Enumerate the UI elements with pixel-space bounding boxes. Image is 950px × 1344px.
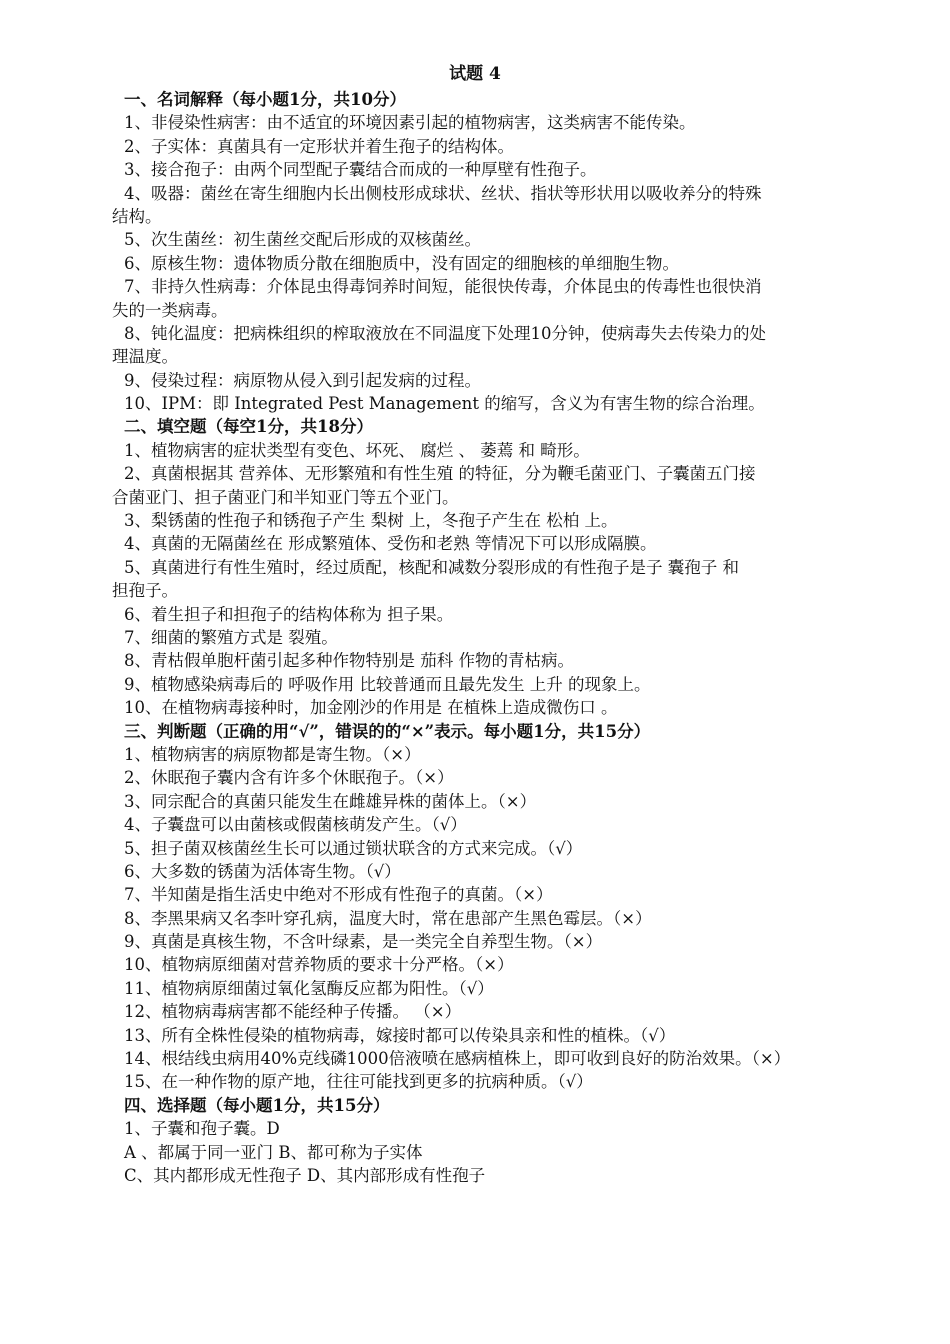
- text-line: 1、植物病害的症状类型有变色、坏死、 腐烂 、 萎蔫 和 畸形。: [124, 440, 590, 460]
- text-line: 1、非侵染性病害：由不适宜的环境因素引起的植物病害，这类病害不能传染。: [124, 113, 696, 133]
- text-line: 6、大多数的锈菌为活体寄生物。（√）: [124, 861, 401, 881]
- text-line: 5、次生菌丝：初生菌丝交配后形成的双核菌丝。: [124, 230, 481, 250]
- text-line: 11、植物病原细菌过氧化氢酶反应都为阳性。（√）: [124, 978, 494, 998]
- text-line: C、其内都形成无性孢子 D、其内部形成有性孢子: [124, 1165, 486, 1185]
- text-line: 7、细菌的繁殖方式是 裂殖。: [124, 627, 338, 647]
- text-line: 14、根结线虫病用40%克线磷1000倍液喷在感病植株上，即可收到良好的防治效果。（×）: [124, 1049, 791, 1069]
- text-line: 8、钝化温度：把病株组织的榨取液放在不同温度下处理10分钟，使病毒失去传染力的处: [124, 323, 766, 343]
- text-line: 3、接合孢子：由两个同型配子囊结合而成的一种厚壁有性孢子。: [124, 160, 597, 180]
- text-line: 1、子囊和孢子囊。D: [124, 1119, 280, 1139]
- text-line: 8、李黑果病又名李叶穿孔病，温度大时，常在患部产生黑色霉层。（×）: [124, 908, 652, 928]
- text-line: 5、担子菌双核菌丝生长可以通过锁状联含的方式来完成。（√）: [124, 838, 583, 858]
- text-line: 8、青枯假单胞杆菌引起多种作物特别是 茄科 作物的青枯病。: [124, 651, 574, 671]
- text-line: 13、所有全株性侵染的植物病毒，嫁接时都可以传染具亲和性的植株。（√）: [124, 1025, 676, 1045]
- text-line: 15、在一种作物的原产地，往往可能找到更多的抗病种质。（√）: [124, 1072, 593, 1092]
- text-line: 2、子实体：真菌具有一定形状并着生孢子的结构体。: [124, 136, 514, 156]
- section-heading: 三、判断题（正确的用“√”，错误的的“×”表示。每小题1分，共15分）: [124, 721, 651, 741]
- text-line: 9、侵染过程：病原物从侵入到引起发病的过程。: [124, 370, 481, 390]
- text-line: 7、半知菌是指生活史中绝对不形成有性孢子的真菌。（×）: [124, 885, 553, 905]
- text-line: 10、IPM：即 Integrated Pest Management 的缩写，含义为有害生物的综合治理。: [124, 394, 765, 414]
- text-line: 5、真菌进行有性生殖时，经过质配，核配和减数分裂形成的有性孢子是子 囊孢子 和: [124, 557, 739, 577]
- page-title: 试题 4: [449, 64, 501, 84]
- text-line: 9、真菌是真核生物，不含叶绿素，是一类完全自养型生物。（×）: [124, 932, 603, 952]
- text-line: A 、都属于同一亚门 B、都可称为子实体: [124, 1142, 423, 1162]
- text-line: 4、真菌的无隔菌丝在 形成繁殖体、受伤和老熟 等情况下可以形成隔膜。: [124, 534, 657, 554]
- text-line: 9、植物感染病毒后的 呼吸作用 比较普通而且最先发生 上升 的现象上。: [124, 674, 651, 694]
- text-line-continuation: 担孢子。: [112, 581, 178, 601]
- text-line: 3、梨锈菌的性孢子和锈孢子产生 梨树 上，冬孢子产生在 松柏 上。: [124, 511, 618, 531]
- text-line: 7、非持久性病毒：介体昆虫得毒饲养时间短，能很快传毒，介体昆虫的传毒性也很快消: [124, 277, 762, 297]
- text-line: 6、着生担子和担孢子的结构体称为 担子果。: [124, 604, 454, 624]
- text-line: 3、同宗配合的真菌只能发生在雌雄异株的菌体上。（×）: [124, 791, 537, 811]
- text-line: 1、植物病害的病原物都是寄生物。（×）: [124, 744, 421, 764]
- text-line: 4、吸器：菌丝在寄生细胞内长出侧枝形成球状、丝状、指状等形状用以吸收养分的特殊: [124, 183, 762, 203]
- text-line: 6、原核生物：遗体物质分散在细胞质中，没有固定的细胞核的单细胞生物。: [124, 253, 679, 273]
- exam-content: [112, 88, 872, 1187]
- section-heading: 一、名词解释（每小题1分，共10分）: [124, 90, 406, 109]
- text-line: 2、真菌根据其 营养体、无形繁殖和有性生殖 的特征，分为鞭毛菌亚门、子囊菌五门接: [124, 464, 756, 484]
- text-line: 2、休眠孢子囊内含有许多个休眠孢子。（×）: [124, 768, 454, 788]
- section-heading: 二、填空题（每空1分，共18分）: [124, 417, 373, 437]
- text-line-continuation: 理温度。: [112, 347, 178, 367]
- text-line-continuation: 结构。: [112, 206, 162, 226]
- section-heading: 四、选择题（每小题1分，共15分）: [124, 1095, 390, 1115]
- text-line: 4、子囊盘可以由菌核或假菌核萌发产生。（√）: [124, 815, 467, 835]
- text-line: 12、植物病毒病害都不能经种子传播。 （×）: [124, 1002, 462, 1022]
- text-line: 10、在植物病毒接种时，加金刚沙的作用是 在植株上造成微伤口 。: [124, 698, 618, 718]
- text-line: 10、植物病原细菌对营养物质的要求十分严格。（×）: [124, 955, 514, 975]
- text-line-continuation: 失的一类病毒。: [112, 300, 228, 320]
- text-line-continuation: 合菌亚门、担子菌亚门和半知亚门等五个亚门。: [112, 487, 459, 507]
